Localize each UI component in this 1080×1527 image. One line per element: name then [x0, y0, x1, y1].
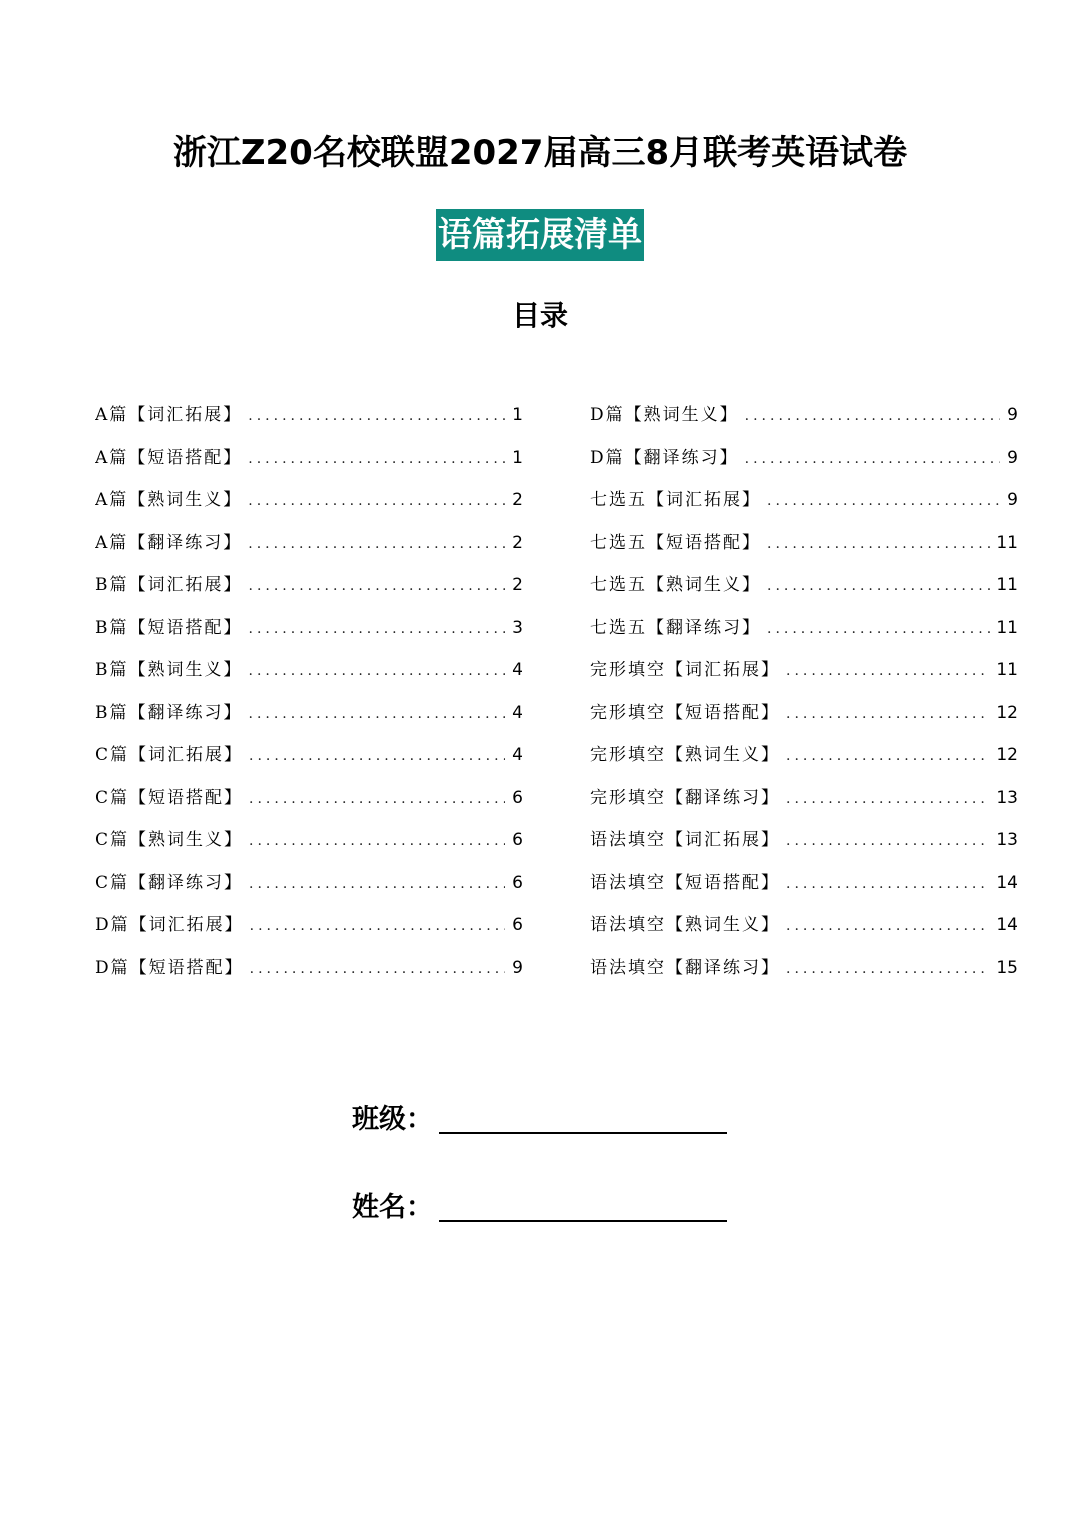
toc-entry-label: C篇【短语搭配】	[95, 787, 244, 808]
toc-entry-label: 完形填空【词汇拓展】	[590, 660, 780, 680]
toc-entry-page-number: 1	[512, 447, 523, 468]
toc-dot-leader	[249, 863, 505, 905]
toc-dot-leader	[249, 735, 505, 777]
toc-dot-leader	[249, 650, 506, 692]
toc-entry-page-number: 12	[996, 702, 1018, 723]
toc-entry-page-number: 11	[996, 617, 1018, 638]
toc-entry-label: A篇【短语搭配】	[95, 447, 243, 468]
toc-entry-label: D篇【词汇拓展】	[95, 915, 244, 935]
toc-entry-page-number: 6	[512, 787, 523, 808]
toc-entry-label: D篇【短语搭配】	[95, 957, 244, 978]
toc-dot-leader	[248, 395, 505, 437]
toc-entry-page-number: 14	[996, 872, 1018, 893]
toc-entry-page-number: 11	[996, 660, 1018, 680]
toc-dot-leader	[250, 948, 505, 990]
toc-entry[interactable]	[590, 394, 1018, 437]
toc-entry-page-number: 9	[1007, 490, 1018, 510]
toc-entry[interactable]	[590, 437, 1018, 480]
toc-entry-label: A篇【词汇拓展】	[95, 405, 243, 425]
toc-entry-page-number: 3	[512, 617, 523, 638]
class-field	[352, 1100, 727, 1140]
toc-entry[interactable]	[95, 394, 523, 437]
toc-entry-page-number: 2	[512, 532, 523, 553]
toc-dot-leader	[248, 480, 505, 522]
toc-entry-page-number: 9	[512, 957, 523, 978]
toc-entry-label: D篇【翻译练习】	[590, 447, 739, 468]
toc-dot-leader	[745, 438, 1000, 480]
toc-dot-leader	[249, 820, 505, 862]
toc-entry-label: B篇【词汇拓展】	[95, 575, 243, 595]
toc-dot-leader	[249, 693, 506, 735]
toc-entry[interactable]	[95, 437, 523, 480]
toc-entry[interactable]	[95, 692, 523, 735]
toc-dot-leader	[786, 693, 990, 735]
toc-entry-page-number: 4	[512, 660, 523, 680]
toc-entry-page-number: 13	[996, 830, 1018, 850]
toc-dot-leader	[767, 565, 990, 607]
toc-entry[interactable]	[590, 777, 1018, 820]
toc-dot-leader	[249, 565, 506, 607]
toc-entry-label: 语法填空【短语搭配】	[590, 872, 780, 893]
toc-entry[interactable]	[590, 607, 1018, 650]
toc-entry-page-number: 2	[512, 490, 523, 510]
toc-entry[interactable]	[95, 564, 523, 607]
toc-entry-label: A篇【翻译练习】	[95, 532, 243, 553]
toc-entry-page-number: 2	[512, 575, 523, 595]
toc-dot-leader	[248, 523, 505, 565]
toc-entry-page-number: 6	[512, 830, 523, 850]
toc-entry-label: 语法填空【熟词生义】	[590, 915, 780, 935]
name-field	[352, 1188, 727, 1228]
toc-entry-label: 完形填空【翻译练习】	[590, 787, 780, 808]
toc-dot-leader	[248, 438, 505, 480]
name-blank-line[interactable]	[439, 1194, 727, 1222]
toc-entry-label: B篇【短语搭配】	[95, 617, 243, 638]
toc-dot-leader	[249, 778, 505, 820]
toc-entry-label: 七选五【翻译练习】	[590, 617, 761, 638]
toc-entry[interactable]	[95, 947, 523, 990]
toc-dot-leader	[786, 820, 990, 862]
toc-entry-page-number: 13	[996, 787, 1018, 808]
toc-dot-leader	[786, 650, 990, 692]
toc-entry-label: 完形填空【熟词生义】	[590, 745, 780, 765]
toc-entry[interactable]	[95, 607, 523, 650]
toc-entry[interactable]	[590, 522, 1018, 565]
toc-dot-leader	[786, 948, 990, 990]
toc-entry-label: C篇【词汇拓展】	[95, 745, 244, 765]
toc-entry[interactable]	[590, 947, 1018, 990]
toc-entry-label: B篇【熟词生义】	[95, 660, 243, 680]
toc-dot-leader	[786, 905, 990, 947]
toc-entry[interactable]	[95, 819, 523, 862]
toc-entry[interactable]	[590, 649, 1018, 692]
toc-entry[interactable]	[95, 649, 523, 692]
name-label: 姓名：	[352, 1192, 433, 1223]
toc-entry-label: 语法填空【词汇拓展】	[590, 830, 780, 850]
toc-dot-leader	[767, 480, 1000, 522]
toc-entry-label: D篇【熟词生义】	[590, 405, 739, 425]
toc-entry-label: 七选五【熟词生义】	[590, 575, 761, 595]
class-label: 班级：	[352, 1104, 433, 1135]
toc-entry-label: C篇【翻译练习】	[95, 872, 244, 893]
toc-entry[interactable]	[95, 777, 523, 820]
toc-entry[interactable]	[590, 734, 1018, 777]
toc-dot-leader	[250, 905, 505, 947]
toc-entry-page-number: 9	[1007, 405, 1018, 425]
toc-column-left	[95, 394, 523, 989]
toc-entry-page-number: 6	[512, 915, 523, 935]
toc-entry[interactable]	[590, 904, 1018, 947]
toc-entry-label: B篇【翻译练习】	[95, 702, 243, 723]
toc-entry[interactable]	[95, 479, 523, 522]
toc-entry-page-number: 11	[996, 532, 1018, 553]
toc-entry-label: 语法填空【翻译练习】	[590, 957, 780, 978]
toc-entry-page-number: 12	[996, 745, 1018, 765]
toc-entry-page-number: 4	[512, 702, 523, 723]
toc-entry-label: A篇【熟词生义】	[95, 490, 243, 510]
toc-entry-page-number: 14	[996, 915, 1018, 935]
toc-column-right	[590, 394, 1018, 989]
toc-dot-leader	[786, 735, 990, 777]
document-title: 浙江Z20名校联盟2027届高三8月联考英语试卷	[172, 133, 908, 173]
toc-entry[interactable]	[590, 862, 1018, 905]
toc-entry[interactable]	[95, 522, 523, 565]
toc-entry[interactable]	[590, 564, 1018, 607]
toc-entry[interactable]	[590, 479, 1018, 522]
toc-entry-page-number: 15	[996, 957, 1018, 978]
toc-entry-page-number: 11	[996, 575, 1018, 595]
toc-entry[interactable]	[95, 862, 523, 905]
toc-entry-label: 七选五【短语搭配】	[590, 532, 761, 553]
toc-dot-leader	[767, 523, 990, 565]
toc-entry[interactable]	[590, 692, 1018, 735]
toc-dot-leader	[745, 395, 1000, 437]
toc-entry-page-number: 4	[512, 745, 523, 765]
toc-dot-leader	[767, 608, 990, 650]
subtitle-badge-wrapper	[0, 209, 1080, 261]
toc-dot-leader	[786, 778, 990, 820]
toc-dot-leader	[249, 608, 506, 650]
class-blank-line[interactable]	[439, 1106, 727, 1134]
toc-entry-page-number: 9	[1007, 447, 1018, 468]
toc-entry-label: 七选五【词汇拓展】	[590, 490, 761, 510]
toc-entry-label: 完形填空【短语搭配】	[590, 702, 780, 723]
toc-entry[interactable]	[95, 734, 523, 777]
toc-entry[interactable]	[590, 819, 1018, 862]
toc-heading: 目录	[511, 299, 568, 332]
toc-entry[interactable]	[95, 904, 523, 947]
toc-dot-leader	[786, 863, 990, 905]
toc-entry-page-number: 6	[512, 872, 523, 893]
toc-entry-label: C篇【熟词生义】	[95, 830, 244, 850]
toc-entry-page-number: 1	[512, 405, 523, 425]
subtitle-badge: 语篇拓展清单	[436, 209, 644, 261]
